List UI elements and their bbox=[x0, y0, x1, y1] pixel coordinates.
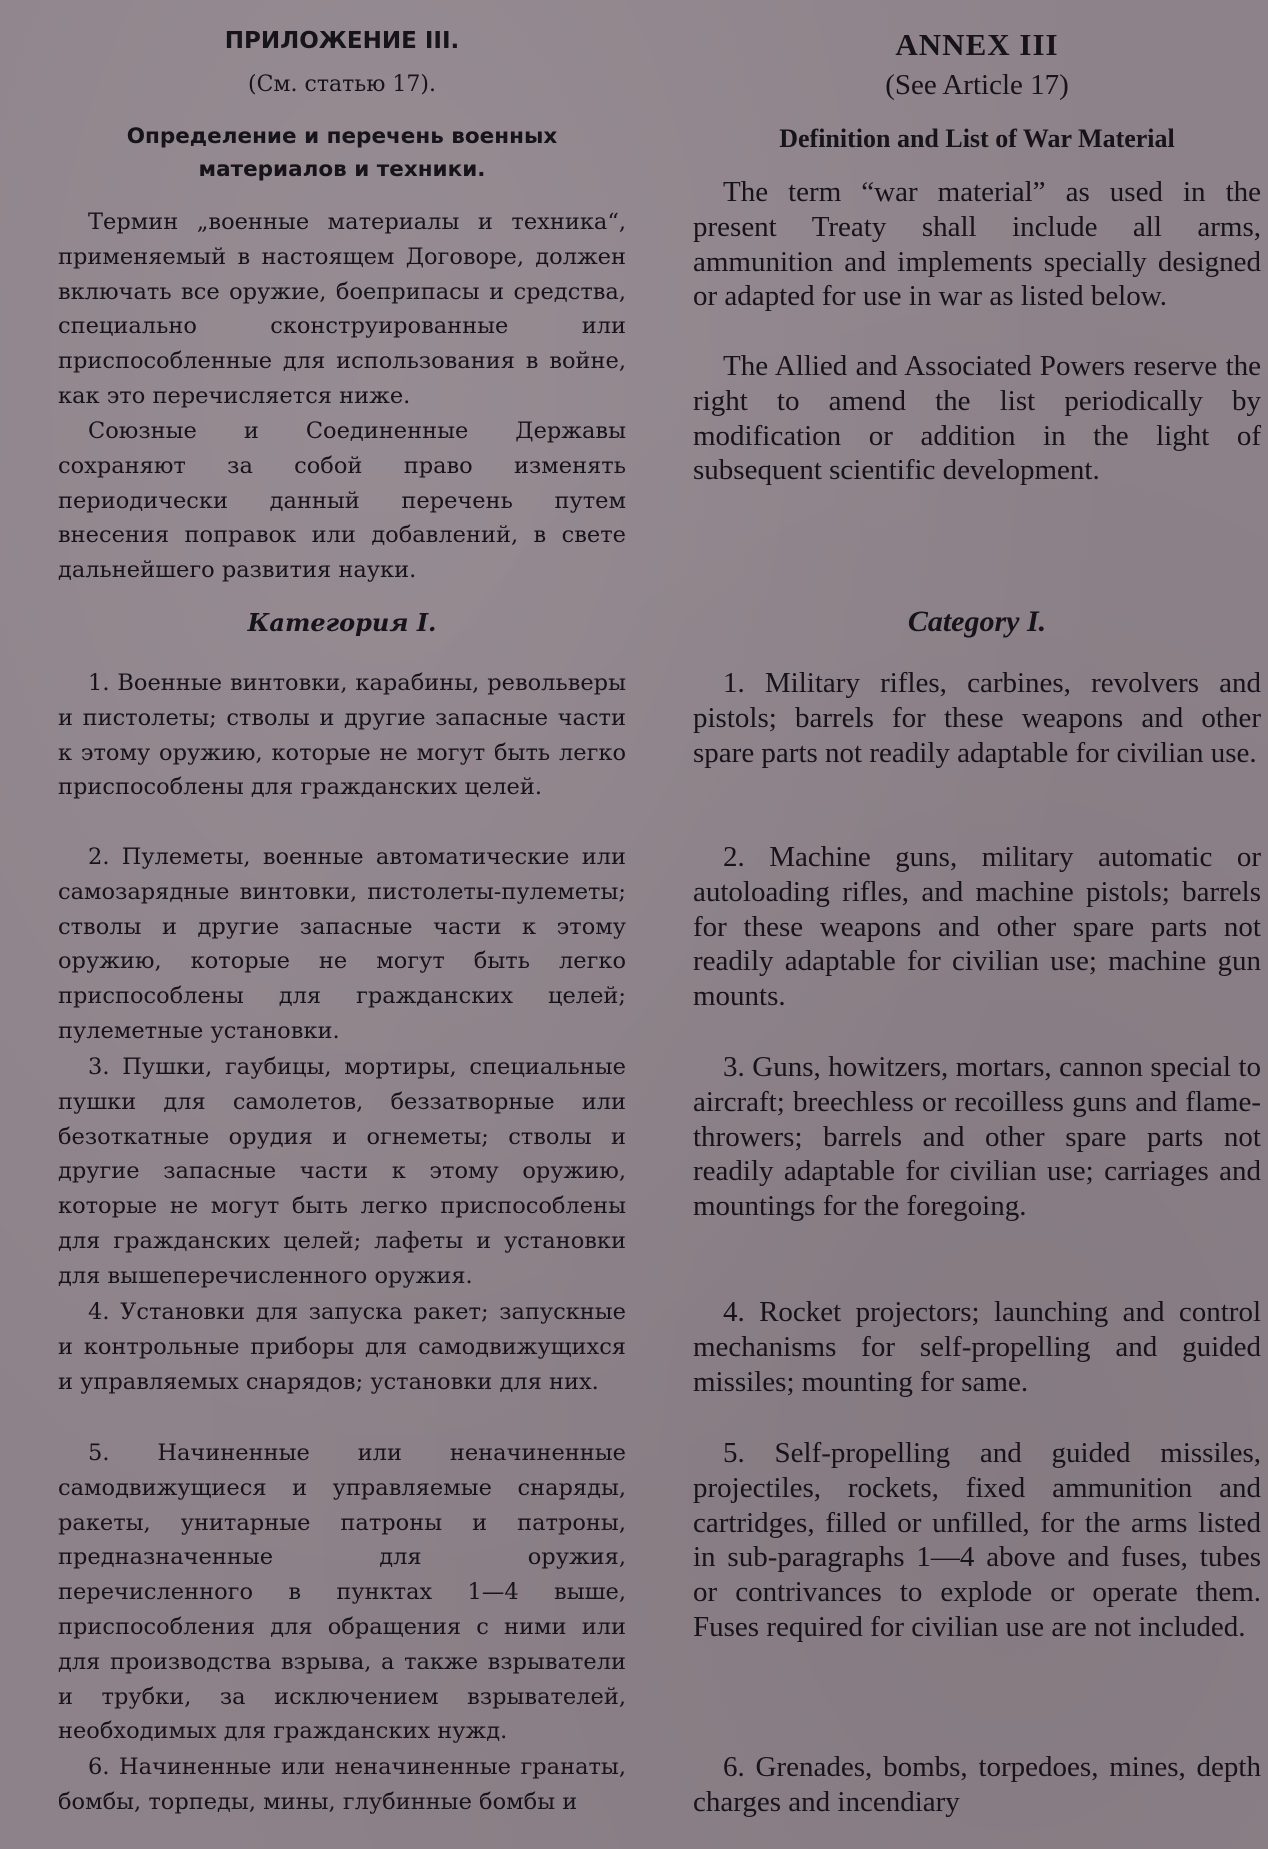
item-ru-6: 6. Начиненные или неначиненные гранаты, бомбы, торпеды, мины, глубинные бомбы и bbox=[58, 1754, 626, 1815]
item-en-3: 3. Guns, howitzers, mortars, cannon special to aircraft; breechless or recoilless guns and flame-throwers; barrels and other spare parts not readily adaptable for civilian use; carriages and mountings for the foregoing. bbox=[693, 1051, 1261, 1223]
intro-paragraph-ru-2: Союзные и Соединенные Державы сохраняют за собой право изменять периодически данный перечень путем внесения поправок или добавлений, в свете дальнейшего развития науки. bbox=[58, 418, 626, 584]
intro-paragraph-en-1: The term “war material” as used in the present Treaty shall include all arms, ammunition and implements specially designed or adapted for use in war as listed below. bbox=[693, 176, 1261, 313]
item-en-4: 4. Rocket projectors; launching and control mechanisms for self-propelling and guided missiles; mounting for same. bbox=[693, 1296, 1261, 1398]
annex-title-en: ANNEX III bbox=[895, 27, 1059, 62]
item-ru-2: 2. Пулеметы, военные автоматические или самозарядные винтовки, пистолеты-пулеметы; стволы и другие запасные части к этому оружию, которые не могут быть легко приспособлены для гражданских целей; пулеметные установки. bbox=[58, 844, 626, 1044]
item-ru-1: 1. Военные винтовки, карабины, револьверы и пистолеты; стволы и другие запасные части к этому оружию, которые не могут быть легко приспособлены для гражданских целей. bbox=[58, 670, 626, 801]
item-en-2: 2. Machine guns, military automatic or autoloading rifles, and machine pistols; barrels for these weapons and other spare parts not readily adaptable for civilian use; machine gun mounts. bbox=[693, 841, 1261, 1013]
annex-subtitle-en: (See Article 17) bbox=[885, 69, 1069, 101]
item-en-1: 1. Military rifles, carbines, revolvers and pistols; barrels for these weapons and other spare parts not readily adaptable for civilian use. bbox=[693, 667, 1261, 769]
english-column bbox=[693, 0, 1261, 1849]
intro-paragraph-ru-1: Термин „военные материалы и техника“, применяемый в настоящем Договоре, должен включать все оружие, боеприпасы и средства, специально сконструированные или приспособленные для использования в войне, как это перечисляется ниже. bbox=[58, 209, 626, 409]
annex-subtitle-ru: (См. статью 17). bbox=[248, 72, 436, 97]
item-ru-3: 3. Пушки, гаубицы, мортиры, специальные пушки для самолетов, беззатворные или безоткатные орудия и огнеметы; стволы и другие запасные части к этому оружию, которые не могут быть легко приспособлены для гражданских целей; лафеты и установки для вышеперечисленного оружия. bbox=[58, 1054, 626, 1289]
item-en-5: 5. Self-propelling and guided missiles, projectiles, rockets, fixed ammunition and cartridges, filled or unfilled, for the arms listed in sub-paragraphs 1—4 above and fuses, tubes or contrivances to explode or operate them. Fuses required for civilian use are not included. bbox=[693, 1437, 1261, 1643]
item-en-6: 6. Grenades, bombs, torpedoes, mines, depth charges and incendiary bbox=[693, 1751, 1261, 1818]
definition-title-en: Definition and List of War Material bbox=[779, 124, 1175, 153]
item-ru-5: 5. Начиненные или неначиненные самодвижущиеся и управляемые снаряды, ракеты, унитарные патроны и патроны, предназначенные для оружия, перечисленного в пунктах 1—4 выше, приспособления для обращения с ними или для производства взрыва, а также взрыватели и трубки, за исключением взрывателей, необходимых для гражданских нужд. bbox=[58, 1440, 626, 1745]
intro-paragraph-en-2: The Allied and Associated Powers reserve the right to amend the list periodically by modification or addition in the light of subsequent scientific development. bbox=[693, 350, 1261, 487]
russian-column bbox=[58, 0, 626, 1849]
annex-title-ru: ПРИЛОЖЕНИЕ III. bbox=[224, 28, 460, 54]
item-ru-4: 4. Установки для запуска ракет; запускные и контрольные приборы для самодвижущихся и управляемых снарядов; установки для них. bbox=[58, 1299, 626, 1395]
definition-title-ru: Определение и перечень военных материалов и техники. bbox=[126, 124, 558, 182]
category-heading-en: Category I. bbox=[907, 605, 1047, 638]
category-heading-ru: Категория I. bbox=[247, 608, 437, 637]
